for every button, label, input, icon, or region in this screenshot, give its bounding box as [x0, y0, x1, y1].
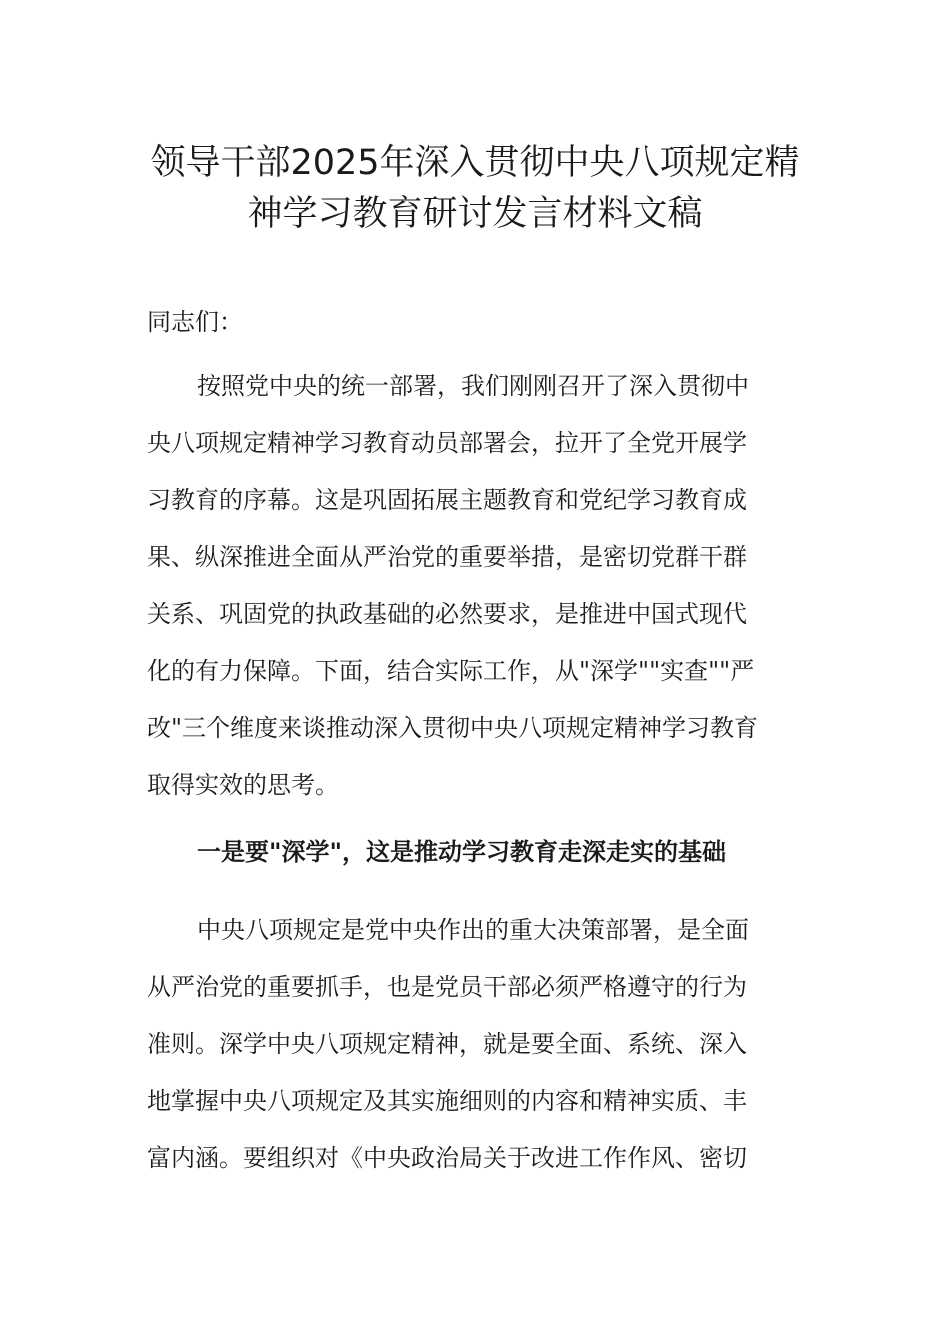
- paragraph-line: 果、纵深推进全面从严治党的重要举措，是密切党群干群: [147, 543, 747, 571]
- paragraph-line: 富内涵。要组织对《中央政治局关于改进工作作风、密切: [147, 1144, 747, 1172]
- document-title-line-2: 神学习教育研讨发言材料文稿: [247, 194, 703, 234]
- section-heading-1: 一是要"深学"，这是推动学习教育走深走实的基础: [197, 838, 727, 866]
- paragraph-line: 习教育的序幕。这是巩固拓展主题教育和党纪学习教育成: [147, 486, 747, 514]
- paragraph-line: 化的有力保障。下面，结合实际工作，从"深学""实查""严: [147, 657, 755, 685]
- paragraph-line: 按照党中央的统一部署，我们刚刚召开了深入贯彻中: [197, 372, 749, 400]
- paragraph-line: 准则。深学中央八项规定精神，就是要全面、系统、深入: [147, 1030, 747, 1058]
- paragraph-line: 中央八项规定是党中央作出的重大决策部署，是全面: [197, 916, 749, 944]
- paragraph-line: 关系、巩固党的执政基础的必然要求，是推进中国式现代: [147, 600, 747, 628]
- paragraph-line: 改"三个维度来谈推动深入贯彻中央八项规定精神学习教育: [147, 714, 759, 742]
- paragraph-line: 从严治党的重要抓手，也是党员干部必须严格遵守的行为: [147, 973, 747, 1001]
- paragraph-line: 取得实效的思考。: [147, 771, 339, 799]
- paragraph-line: 央八项规定精神学习教育动员部署会，拉开了全党开展学: [147, 429, 747, 457]
- document-title-line-1: 领导干部2025年深入贯彻中央八项规定精: [150, 143, 800, 183]
- paragraph-line: 地掌握中央八项规定及其实施细则的内容和精神实质、丰: [147, 1087, 747, 1115]
- salutation: 同志们：: [147, 308, 243, 336]
